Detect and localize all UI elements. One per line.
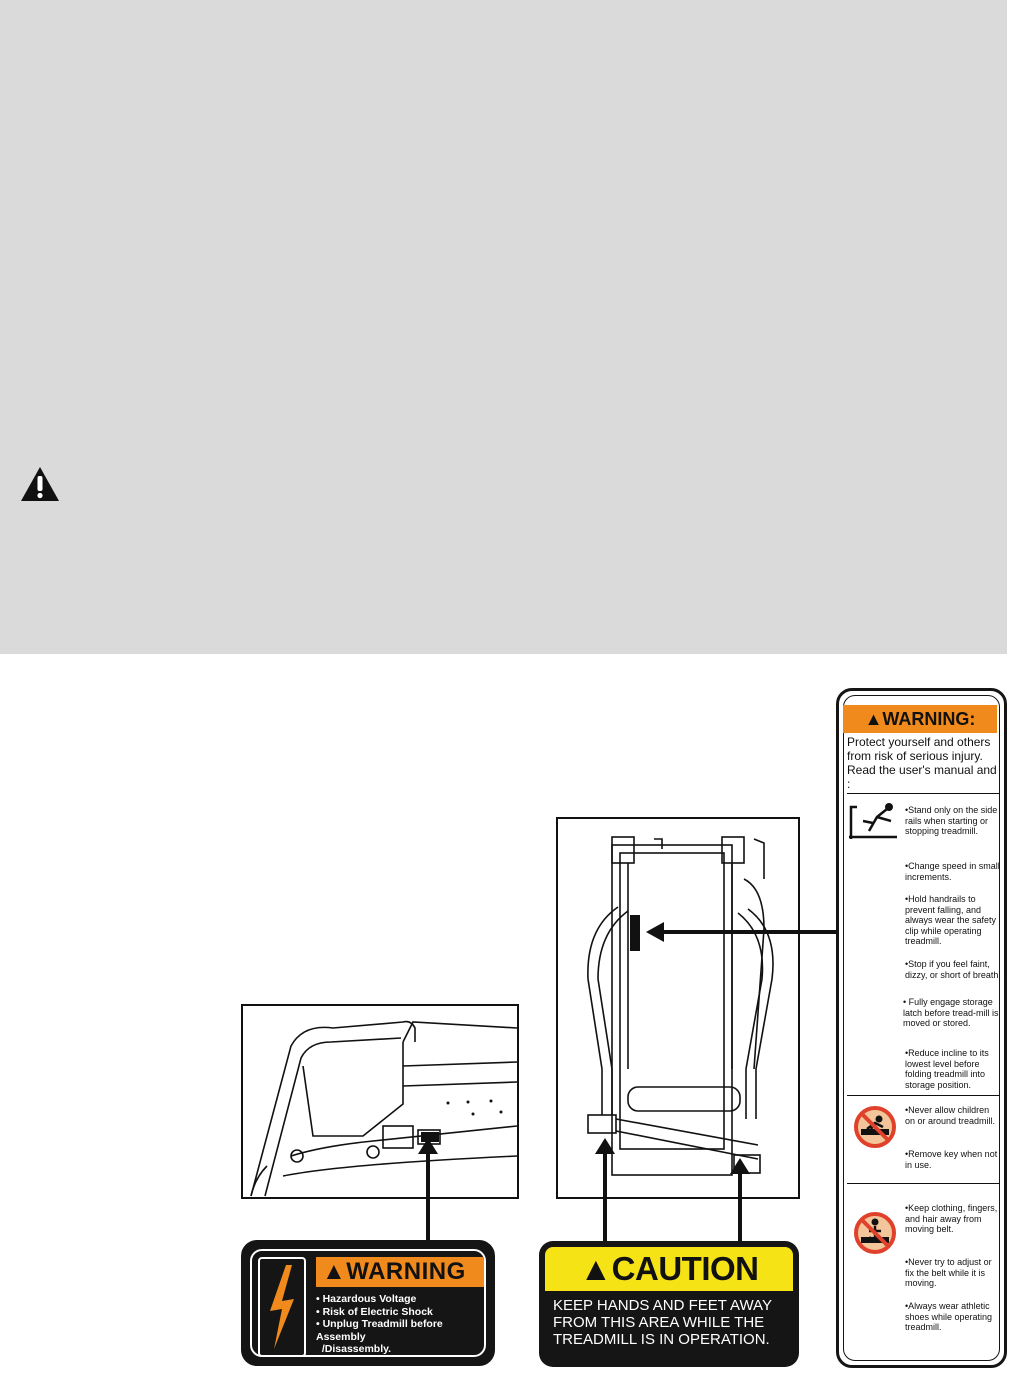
shock-line-text: Hazardous Voltage bbox=[322, 1293, 417, 1305]
warning-item: •Stand only on the side rails when starting or stopping treadmill. bbox=[905, 805, 998, 836]
caution-line: KEEP HANDS AND FEET AWAY bbox=[553, 1297, 772, 1314]
shock-warning-line: • Risk of Electric Shock bbox=[316, 1305, 433, 1318]
no-children-icon bbox=[853, 1105, 897, 1149]
top-text-panel bbox=[0, 0, 1007, 654]
no-hands-on-belt-icon bbox=[853, 1211, 897, 1255]
caution-label bbox=[539, 1241, 799, 1367]
caution-line: FROM THIS AREA WHILE THE bbox=[553, 1314, 765, 1331]
warning-triangle-icon bbox=[20, 466, 60, 502]
treadmill-illustration bbox=[556, 817, 800, 1199]
motor-hood-drawing bbox=[243, 1006, 517, 1197]
warning-item: •Never allow children on or around treadmill. bbox=[905, 1105, 996, 1126]
caution-body bbox=[553, 1297, 789, 1348]
divider bbox=[847, 1183, 999, 1184]
warning-item: •Always wear athletic shoes while operating treadmill. bbox=[905, 1301, 993, 1332]
warning-item: •Hold handrails to prevent falling, and always wear the safety clip while operating treadmill. bbox=[905, 894, 997, 946]
warning-item: •Reduce incline to its lowest level before folding treadmill into storage position. bbox=[905, 1048, 989, 1090]
leader-line-warning bbox=[660, 930, 838, 934]
shock-warning-line: • Hazardous Voltage bbox=[316, 1293, 417, 1305]
shock-line-text: Unplug Treadmill before Assembly bbox=[316, 1318, 443, 1343]
shock-line-text: /Disassembly. bbox=[321, 1343, 392, 1355]
warning-item: •Keep clothing, fingers, and hair away from moving belt. bbox=[905, 1203, 998, 1234]
warning-item: •Change speed in small increments. bbox=[905, 861, 1000, 882]
safety-warning-label bbox=[836, 688, 1007, 1368]
caution-line: TREADMILL IS IN OPERATION. bbox=[553, 1331, 770, 1348]
shock-warning-list bbox=[316, 1293, 492, 1356]
warning-item: •Remove key when not in use. bbox=[905, 1149, 998, 1170]
shock-warning-line bbox=[316, 1343, 492, 1356]
arrowhead-warning bbox=[646, 922, 664, 942]
warning-item: •Never try to adjust or fix the belt while it is moving. bbox=[905, 1257, 992, 1288]
person-falling-icon bbox=[847, 801, 899, 841]
leader-line-caution-right bbox=[738, 1170, 742, 1242]
leader-line-shock bbox=[426, 1150, 430, 1242]
arrowhead-shock bbox=[418, 1138, 438, 1154]
lightning-bolt-icon bbox=[258, 1257, 306, 1357]
motor-hood-illustration bbox=[241, 1004, 519, 1199]
main-warning-intro: Protect yourself and others from risk of serious injury. Read the user's manual and : bbox=[847, 735, 997, 791]
divider bbox=[847, 793, 999, 794]
shock-warning-label bbox=[241, 1240, 495, 1366]
treadmill-drawing bbox=[558, 819, 798, 1197]
shock-warning-heading-text: WARNING bbox=[346, 1258, 466, 1285]
shock-warning-heading: ▲WARNING bbox=[316, 1257, 484, 1287]
arrowhead-caution-right bbox=[730, 1158, 750, 1174]
warning-item: • Fully engage storage latch before tread-mill is moved or stored. bbox=[903, 997, 999, 1028]
main-warning-heading: ▲WARNING: bbox=[843, 705, 997, 733]
warning-item: •Stop if you feel faint, dizzy, or short of breath. bbox=[905, 959, 1001, 980]
divider bbox=[847, 1095, 999, 1096]
shock-line-text: Risk of Electric Shock bbox=[322, 1305, 433, 1318]
arrowhead-caution-left bbox=[595, 1138, 615, 1154]
caution-heading: ▲CAUTION bbox=[545, 1247, 793, 1291]
caution-heading-text: CAUTION bbox=[611, 1250, 759, 1287]
main-warning-heading-text: WARNING: bbox=[882, 709, 976, 729]
shock-warning-line: • Unplug Treadmill before Assembly bbox=[316, 1318, 443, 1343]
leader-line-caution-left bbox=[603, 1150, 607, 1242]
